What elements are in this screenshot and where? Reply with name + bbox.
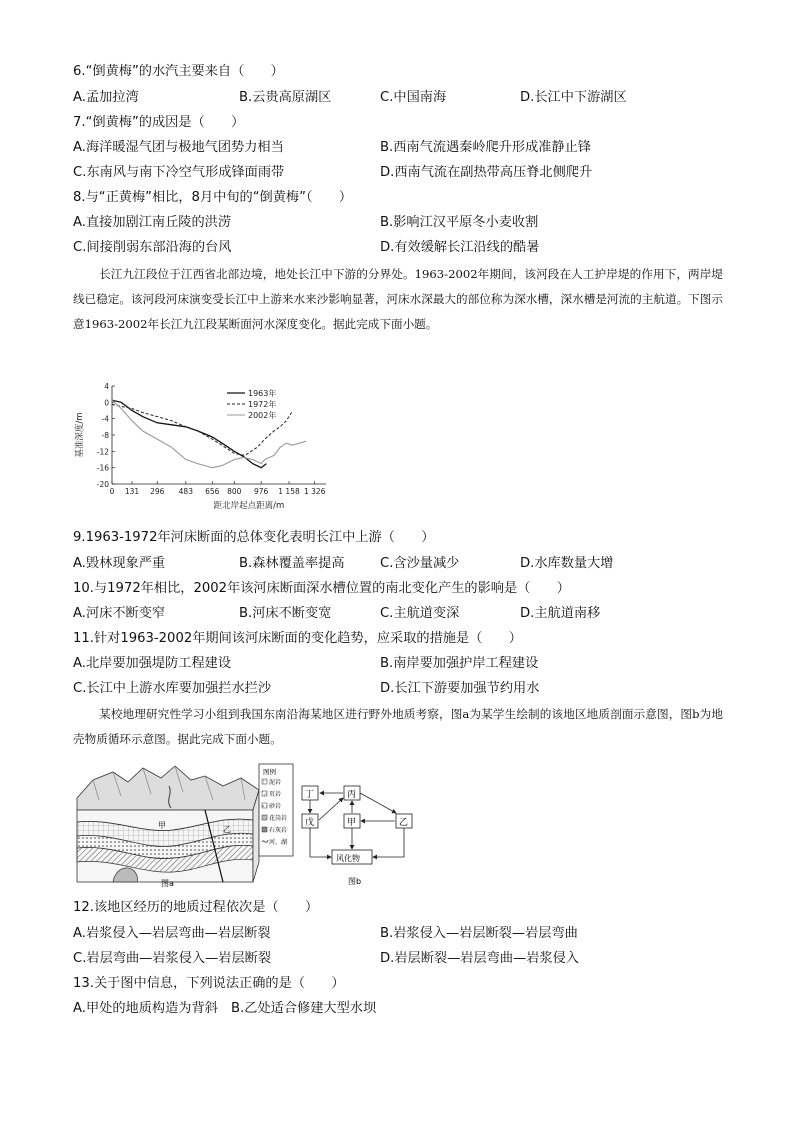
legend-label: 1972年 bbox=[248, 400, 277, 409]
legend-label: 1963年 bbox=[248, 389, 277, 398]
figure-a-legend bbox=[259, 764, 293, 856]
figure-b-caption: 图b bbox=[348, 877, 362, 886]
y-tick-label: 4 bbox=[104, 382, 109, 391]
legend-item: 砂岩 bbox=[269, 803, 282, 810]
legend-title: 图例 bbox=[263, 768, 276, 776]
option-d: D.主航道南移 bbox=[520, 606, 601, 621]
option-d: D.西南气流在副热带高压脊北侧爬升 bbox=[380, 165, 593, 180]
option-d: D.岩层断裂—岩层弯曲—岩浆侵入 bbox=[380, 951, 579, 966]
option-b: B.河床不断变宽 bbox=[239, 606, 332, 621]
legend-label: 2002年 bbox=[248, 411, 277, 420]
passage-text: 长江九江段位于江西省北部边境，地处长江中下游的分界处。1963-2002年期间，该河段在人工护岸堤的作用下，两岸堤线已稳定。该河段河床演变受长江中上游来水来沙影响显著，河床水深最大的部位称为深水槽，深水槽是河流的主航道。下图示意1963-2002年长江九江段某断面河水深度变化。据此完成下面小题。 bbox=[73, 267, 723, 331]
option-c: C.东南风与南下冷空气形成锋面雨带 bbox=[73, 165, 285, 180]
option-b: B.西南气流遇秦岭爬升形成准静止锋 bbox=[380, 140, 592, 155]
legend-item: 河、湖 bbox=[269, 839, 288, 846]
x-tick-label: 656 bbox=[205, 487, 220, 496]
option-c: C.中国南海 bbox=[380, 90, 447, 105]
x-tick-label: 296 bbox=[150, 487, 165, 496]
x-tick-label: 131 bbox=[124, 487, 140, 496]
label-yi: 乙 bbox=[223, 825, 231, 834]
option-a: A.毁林现象严重 bbox=[73, 556, 166, 571]
option-b: B.南岸要加强护岸工程建设 bbox=[380, 656, 539, 671]
option-c: C.长江中上游水库要加强拦水拦沙 bbox=[73, 681, 272, 696]
x-tick-label: 0 bbox=[109, 487, 115, 496]
option-b: B.云贵高原湖区 bbox=[239, 90, 332, 105]
x-tick-label: 976 bbox=[254, 487, 269, 496]
legend-item: 泥岩 bbox=[269, 779, 282, 786]
x-axis-label: 距北岸起点距离/m bbox=[213, 501, 285, 511]
node-weathered: 风化物 bbox=[336, 854, 360, 863]
option-c: C.主航道变深 bbox=[380, 606, 460, 621]
y-tick-label: -4 bbox=[101, 414, 109, 424]
passage-geology bbox=[73, 702, 723, 752]
legend-item: 页岩 bbox=[269, 791, 282, 798]
option-c: C.岩层弯曲—岩浆侵入—岩层断裂 bbox=[73, 951, 272, 966]
question-stem: 11.针对1963-2002年期间该河床断面的变化趋势，应采取的措施是（ ） bbox=[73, 631, 522, 646]
node-bing: 丙 bbox=[347, 790, 357, 800]
option-d: D.长江下游要加强节约用水 bbox=[380, 681, 540, 696]
rock-cycle-diagram bbox=[302, 786, 412, 864]
figure-b-rock-cycle bbox=[296, 784, 418, 888]
y-tick-label: -20 bbox=[96, 480, 109, 489]
y-tick-label: -8 bbox=[101, 431, 109, 440]
question-stem: 10.与1972年相比，2002年该河床断面深水槽位置的南北变化产生的影响是（ ） bbox=[73, 581, 570, 596]
option-a: A.岩浆侵入—岩层弯曲—岩层断裂 bbox=[73, 926, 271, 941]
y-tick-label: -16 bbox=[96, 463, 109, 473]
options-inline: A.甲处的地质构造为背斜 B.乙处适合修建大型水坝 bbox=[73, 1001, 377, 1016]
option-a: A.孟加拉湾 bbox=[73, 90, 139, 105]
x-tick-label: 1 326 bbox=[303, 487, 326, 496]
y-tick-label: 0 bbox=[104, 398, 109, 408]
question-stem: 7.“倒黄梅”的成因是（ ） bbox=[73, 115, 245, 130]
node-jia: 甲 bbox=[347, 818, 357, 828]
legend-item: 花岗岩 bbox=[269, 815, 288, 822]
option-a: A.海洋暖湿气团与极地气团势力相当 bbox=[73, 140, 284, 155]
figure-a-geologic-section bbox=[73, 760, 295, 888]
passage-text: 某校地理研究性学习小组到我国东南沿海某地区进行野外地质考察，图a为某学生绘制的该地区地质剖面示意图，图b为地壳物质循环示意图。据此完成下面小题。 bbox=[73, 707, 723, 746]
x-tick-label: 1 158 bbox=[278, 487, 300, 496]
option-d: D.有效缓解长江沿线的酷暑 bbox=[380, 240, 540, 255]
figure-a-caption: 图a bbox=[161, 879, 174, 888]
option-d: D.长江中下游湖区 bbox=[520, 90, 627, 105]
question-stem: 6.“倒黄梅”的水汽主要来自（ ） bbox=[73, 64, 284, 79]
question-stem: 8.与“正黄梅”相比，8月中旬的“倒黄梅”（ ） bbox=[73, 190, 353, 205]
block-diagram bbox=[77, 766, 259, 882]
x-tick-label: 483 bbox=[178, 487, 193, 496]
passage-jiujiang bbox=[73, 262, 723, 337]
question-stem: 13.关于图中信息，下列说法正确的是（ ） bbox=[73, 976, 345, 991]
legend-item: 石灰岩 bbox=[269, 827, 288, 834]
option-c: C.含沙量减少 bbox=[380, 556, 460, 571]
option-b: B.森林覆盖率提高 bbox=[239, 556, 345, 571]
y-tick-label: -12 bbox=[96, 447, 109, 457]
option-d: D.水库数量大增 bbox=[520, 556, 614, 571]
river-depth-chart bbox=[72, 380, 342, 515]
option-a: A.北岸要加强堤防工程建设 bbox=[73, 656, 232, 671]
option-c: C.间接削弱东部沿海的台风 bbox=[73, 240, 232, 255]
y-axis-label: 基准深度/m bbox=[75, 412, 85, 458]
option-b: B.影响江汉平原冬小麦收割 bbox=[380, 215, 539, 230]
x-tick-label: 800 bbox=[227, 487, 242, 496]
question-stem: 9.1963-1972年河床断面的总体变化表明长江中上游（ ） bbox=[73, 530, 435, 545]
node-yi: 乙 bbox=[399, 818, 409, 828]
option-a: A.河床不断变窄 bbox=[73, 606, 166, 621]
option-b: B.岩浆侵入—岩层断裂—岩层弯曲 bbox=[380, 926, 578, 941]
label-jia: 甲 bbox=[158, 821, 166, 830]
series-line-2002年 bbox=[112, 400, 306, 467]
node-wu: 戊 bbox=[305, 818, 315, 828]
option-a: A.直接加剧江南丘陵的洪涝 bbox=[73, 215, 232, 230]
question-stem: 12.该地区经历的地质过程依次是（ ） bbox=[73, 900, 319, 915]
node-ding: 丁 bbox=[305, 790, 315, 800]
